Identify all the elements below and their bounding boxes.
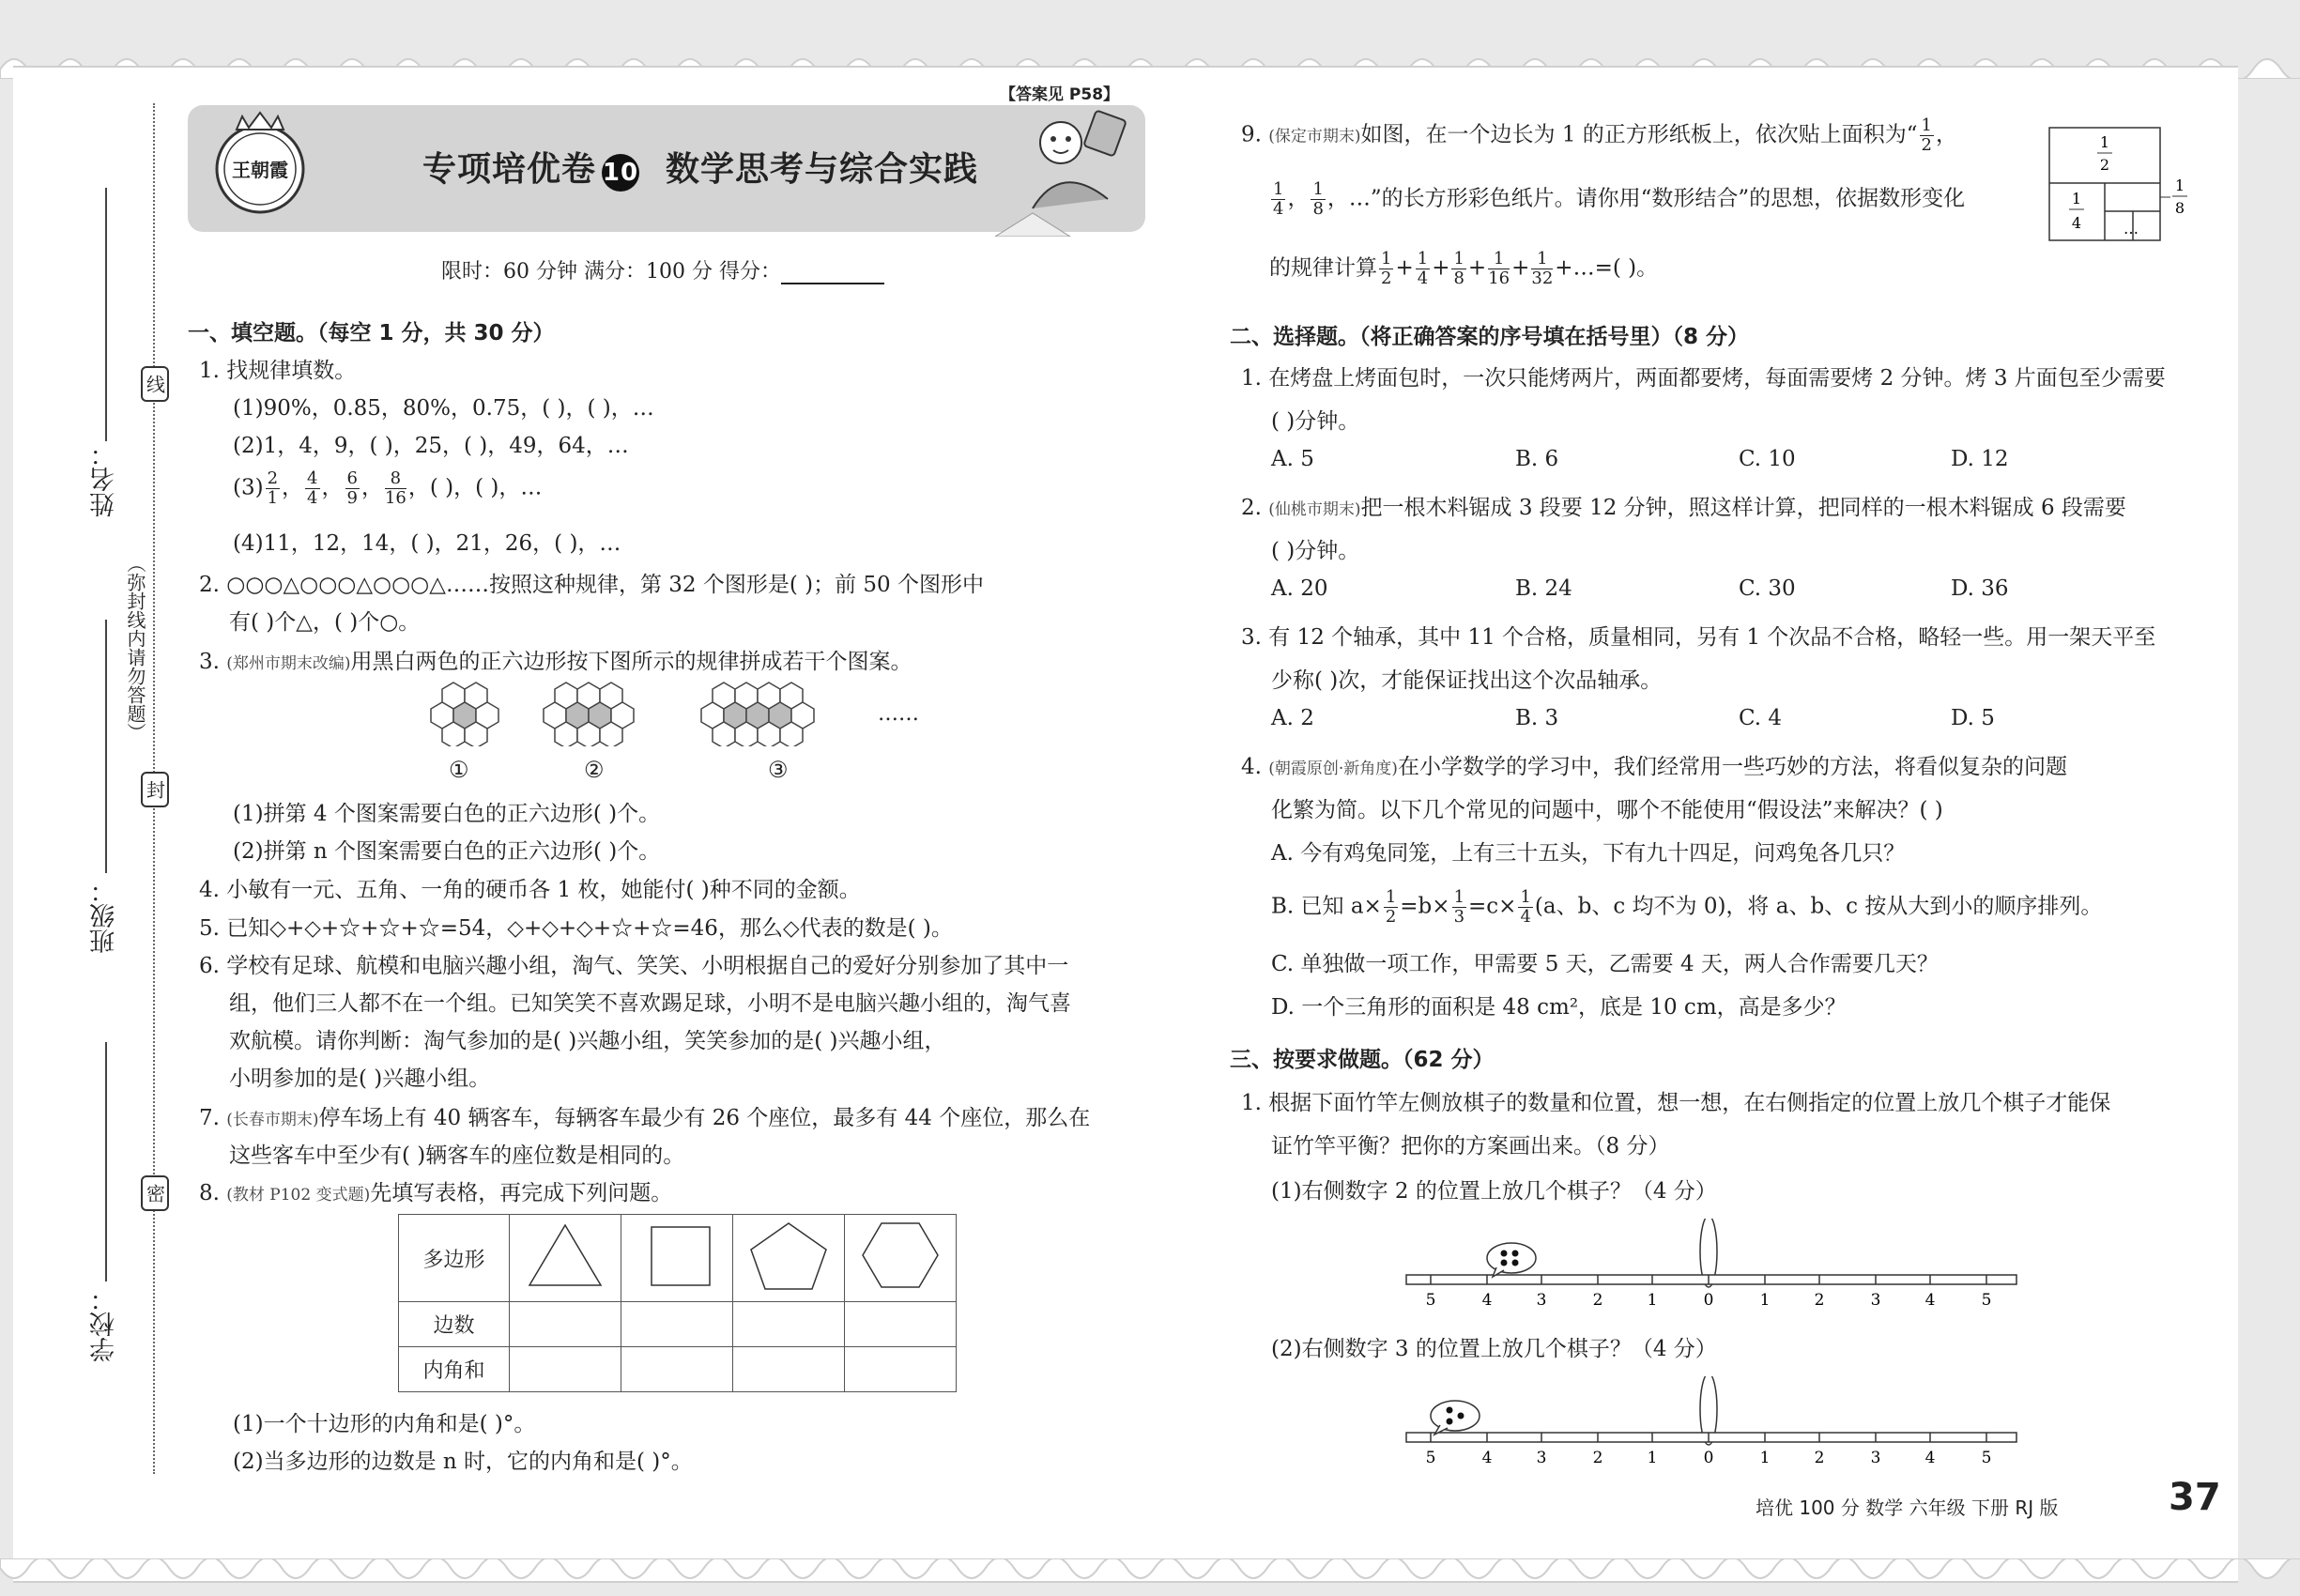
hexagon-cell (845, 1215, 957, 1302)
q1-3-prefix: (3) (233, 475, 264, 500)
table-cell[interactable] (845, 1347, 957, 1392)
p1-text-b: 证竹竿平衡？把你的方案画出来。（8 分） (1271, 1134, 1670, 1159)
svg-text:8: 8 (2174, 199, 2185, 217)
q1-3-line: (3) $\frac{2}{1}$ ， $\frac{4}{4}$ ， $\frac{6}{9}$ ， $\frac{8}{16}$ ，( )，( )，… (233, 468, 543, 508)
polygon-table (398, 1214, 957, 1392)
c3-text-a: 3. 有 12 个轴承，其中 11 个合格，质量相同，另有 1 个次品不合格，略轻一些。用一架天平至 (1241, 625, 2156, 650)
seal-inner-note: （弥封线内请勿答题） (124, 554, 146, 742)
hexagon-pattern-2 (535, 681, 662, 746)
q2-text-b: 有( )个△，( )个○。 (229, 610, 421, 635)
hexagon-pattern-3 (693, 681, 857, 746)
svg-text:4: 4 (1481, 1449, 1493, 1467)
svg-text:2: 2 (1592, 1449, 1603, 1467)
q3-text: 用黑白两色的正六边形按下图所示的规律拼成若干个图案。 (350, 650, 912, 674)
hexagon-pattern-1 (422, 681, 526, 746)
fraction: $\frac{1}{3}$ (1453, 887, 1465, 927)
c1-text-b: ( )分钟。 (1271, 409, 1360, 434)
q9-text-b: ，…”的长方形彩色纸片。请你用“数形结合”的思想，依据数形变化 (1326, 186, 1966, 211)
fraction: $\frac{1}{2}$ (1921, 115, 1932, 155)
table-cell[interactable] (733, 1302, 845, 1347)
q9-text-d: +…=( )。 (1555, 255, 1659, 281)
svg-text:1: 1 (1759, 1291, 1771, 1310)
q3-line: 3. (郑州市期末改编)用黑白两色的正六边形按下图所示的规律拼成若干个图案。 (199, 650, 912, 674)
table-row-header: 边数 (399, 1302, 510, 1347)
q1-2-text: (2)1，4，9，( )，25，( )，49，64，… (233, 434, 629, 458)
q1-3-suffix: ，( )，( )，… (407, 475, 543, 500)
svg-text:2: 2 (1814, 1291, 1825, 1310)
c1-option-c: C. 10 (1739, 447, 1796, 471)
svg-text:3: 3 (1870, 1449, 1881, 1467)
wavy-bottom-border (0, 1558, 2300, 1596)
c4-text-b: 化繁为简。以下几个常见的问题中，哪个不能使用“假设法”来解决？( ) (1271, 798, 1943, 822)
svg-text:0: 0 (1703, 1291, 1714, 1310)
svg-text:2: 2 (2099, 156, 2110, 174)
svg-text:…: … (2124, 220, 2139, 238)
q9-line-b: $\frac{1}{4}$ ， $\frac{1}{8}$ ，…”的长方形彩色纸片。请你用“数形结合”的思想，依据数形变化 (1273, 179, 1966, 219)
school-write-line (105, 1042, 107, 1281)
section2-heading: 二、选择题。（将正确答案的序号填在括号里）（8 分） (1230, 325, 1750, 349)
q8-2-text: (2)当多边形的边数是 n 时，它的内角和是( )°。 (233, 1450, 693, 1474)
c3-option-b: B. 3 (1515, 706, 1559, 730)
q6-text-c: 欢航模。请你判断：淘气参加的是( )兴趣小组，笑笑参加的是( )兴趣小组， (229, 1029, 946, 1053)
name-write-line (105, 188, 107, 441)
q6-text-d: 小明参加的是( )兴趣小组。 (229, 1067, 491, 1091)
balance-beam-2 (1399, 1376, 2028, 1480)
c2-text-b: ( )分钟。 (1271, 539, 1360, 563)
svg-text:5: 5 (1425, 1291, 1436, 1310)
svg-text:1: 1 (2174, 176, 2185, 194)
section1-heading: 一、填空题。（每空 1 分，共 30 分） (188, 321, 555, 345)
c3-option-c: C. 4 (1739, 706, 1783, 730)
svg-text:1: 1 (2099, 133, 2110, 151)
fraction: $\frac{1}{32}$ (1531, 249, 1554, 288)
school-label: 学校： (90, 1286, 119, 1362)
c2-text-a: 把一根木料锯成 3 段要 12 分钟，照这样计算，把同样的一根木料锯成 6 段需要 (1360, 496, 2126, 520)
c3-option-a: A. 2 (1271, 706, 1314, 730)
c4-option-b: B. 已知 a× $\frac{1}{2}$ =b× $\frac{1}{3}$ =c× $\frac{1}{4}$ (a、b、c 均不为 0)，将 a、b、c 按从大到小的顺序排列。 (1271, 887, 2103, 927)
fraction: $\frac{1}{2}$ (1385, 887, 1397, 927)
q9-square-diagram (2048, 127, 2189, 244)
svg-text:1: 1 (2071, 190, 2082, 207)
c2-source: (仙桃市期末) (1268, 500, 1361, 519)
c2-option-a: A. 20 (1271, 576, 1328, 601)
name-label: 姓名： (90, 441, 119, 517)
seal-feng-mark: 封 (141, 772, 169, 807)
q8-line: 8. (教材 P102 变式题)先填写表格，再完成下列问题。 (199, 1181, 673, 1205)
page-number: 37 (2169, 1476, 2221, 1519)
q8-source: (教材 P102 变式题) (226, 1186, 371, 1205)
class-write-line (105, 620, 107, 873)
svg-text:1: 1 (1647, 1291, 1658, 1310)
q6-text-b: 组，他们三人都不在一个组。已知笑笑不喜欢踢足球，小明不是电脑兴趣小组的，淘气喜 (229, 991, 1071, 1016)
q1-text: 1. 找规律填数。 (199, 359, 357, 383)
page-title (422, 143, 978, 192)
table-cell[interactable] (510, 1347, 621, 1392)
figure-label-3: ③ (768, 757, 789, 783)
fraction: $\frac{8}{16}$ (384, 468, 406, 508)
class-label: 班级： (90, 878, 119, 954)
time-score-info: 限时：60 分钟 满分：100 分 得分： (441, 260, 781, 284)
title-part2: 数学思考与综合实践 (666, 150, 979, 189)
c3-text-b: 少称( )次，才能保证找出这个次品轴承。 (1271, 668, 1663, 693)
svg-text:4: 4 (1481, 1291, 1493, 1310)
svg-text:0: 0 (1703, 1449, 1714, 1467)
table-cell[interactable] (621, 1347, 733, 1392)
figure-label-1: ① (449, 757, 469, 783)
fraction: $\frac{1}{4}$ (1417, 249, 1429, 288)
q2-text-a: 2. ○○○△○○○△○○○△……按照这种规律，第 32 个图形是( )；前 50 个图形中 (199, 573, 984, 597)
table-cell[interactable] (733, 1347, 845, 1392)
fraction: $\frac{1}{2}$ (1381, 249, 1392, 288)
q6-text-a: 6. 学校有足球、航模和电脑兴趣小组，淘气、笑笑、小明根据自己的爱好分别参加了其中一 (199, 954, 1069, 978)
pentagon-cell (733, 1215, 845, 1302)
svg-text:4: 4 (1924, 1449, 1936, 1467)
brand-logo-icon (208, 111, 312, 223)
q7-text-b: 这些客车中至少有( )辆客车的座位数是相同的。 (229, 1143, 685, 1168)
chess-piece-bubble-icon (1431, 1401, 1480, 1435)
chess-piece-bubble-icon (1487, 1243, 1536, 1277)
table-row-header: 内角和 (399, 1347, 510, 1392)
svg-text:2: 2 (1592, 1291, 1603, 1310)
fraction: $\frac{1}{16}$ (1488, 249, 1510, 288)
balance-beam-1 (1399, 1219, 2028, 1322)
c1-option-b: B. 6 (1515, 447, 1559, 471)
svg-text:5: 5 (1981, 1291, 1992, 1310)
square-cell (621, 1215, 733, 1302)
pentagon-icon (742, 1218, 836, 1293)
title-number-badge: 10 (602, 154, 639, 192)
c4-option-c: C. 单独做一项工作，甲需要 5 天，乙需要 4 天，两人合作需要几天？ (1271, 952, 1939, 976)
footer-info: 培优 100 分 数学 六年级 下册 RJ 版 (1756, 1496, 2059, 1519)
c4-option-d: D. 一个三角形的面积是 48 cm²，底是 10 cm，高是多少？ (1271, 995, 1847, 1020)
answer-reference-tag: 【答案见 P58】 (1000, 85, 1120, 104)
title-part1: 专项培优卷 (422, 150, 597, 189)
triangle-cell (510, 1215, 621, 1302)
c3-option-d: D. 5 (1951, 706, 1995, 730)
svg-text:1: 1 (1647, 1449, 1658, 1467)
svg-text:5: 5 (1425, 1449, 1436, 1467)
q4-text: 4. 小敏有一元、五角、一角的硬币各 1 枚，她能付( )种不同的金额。 (199, 878, 861, 902)
q3-2-text: (2)拼第 n 个图案需要白色的正六边形( )个。 (233, 839, 661, 864)
figure-label-2: ② (584, 757, 605, 783)
c4-text-a: 在小学数学的学习中，我们经常用一些巧妙的方法，将看似复杂的问题 (1397, 755, 2067, 779)
q1-1-text: (1)90%，0.85，80%，0.75，( )，( )，… (233, 396, 654, 421)
fraction: $\frac{4}{4}$ (307, 468, 318, 508)
table-cell[interactable] (621, 1302, 733, 1347)
p1-2-text: (2)右侧数字 3 的位置上放几个棋子？（4 分） (1271, 1337, 1717, 1361)
c1-text-a: 1. 在烤盘上烤面包时，一次只能烤两片，两面都要烤，每面需要烤 2 分钟。烤 3 片面包至少需要 (1241, 366, 2166, 391)
p1-text-a: 1. 根据下面竹竿左侧放棋子的数量和位置，想一想，在右侧指定的位置上放几个棋子才能保 (1241, 1091, 2111, 1115)
q9-source: (保定市期末) (1268, 127, 1361, 146)
q7-line: 7. (长春市期末)停车场上有 40 辆客车，每辆客车最少有 26 个座位，最多有 44 个座位，那么在 (199, 1106, 1091, 1130)
fraction: $\frac{6}{9}$ (346, 468, 358, 508)
logo-text: 王朝霞 (232, 159, 288, 181)
c2-option-c: C. 30 (1739, 576, 1796, 601)
pattern-continuation-dots: …… (878, 702, 919, 726)
fraction: $\frac{1}{4}$ (1520, 887, 1531, 927)
q3-1-text: (1)拼第 4 个图案需要白色的正六边形( )个。 (233, 802, 661, 826)
svg-text:4: 4 (1924, 1291, 1936, 1310)
seal-line-mark: 线 (141, 366, 169, 402)
q3-source: (郑州市期末改编) (226, 654, 351, 673)
q5-text: 5. 已知◇+◇+☆+☆+☆=54，◇+◇+◇+☆+☆=46，那么◇代表的数是( )。 (199, 916, 953, 941)
c4-line: 4. (朝霞原创·新角度)在小学数学的学习中，我们经常用一些巧妙的方法，将看似复杂的问题 (1241, 755, 2067, 779)
score-blank[interactable] (781, 264, 884, 284)
c1-option-a: A. 5 (1271, 447, 1314, 471)
svg-text:3: 3 (1870, 1291, 1881, 1310)
fraction: $\frac{2}{1}$ (267, 468, 279, 508)
q9-text-c: 的规律计算 (1269, 255, 1377, 281)
q9-line-a: 9. (保定市期末)如图，在一个边长为 1 的正方形纸板上，依次贴上面积为“ $\frac{1}{2}$ ， (1241, 115, 1957, 155)
svg-text:5: 5 (1981, 1449, 1992, 1467)
q7-source: (长春市期末) (226, 1111, 319, 1129)
table-cell[interactable] (845, 1302, 957, 1347)
q1-4-text: (4)11，12，14，( )，21，26，( )，… (233, 531, 621, 556)
q9-line-c: 的规律计算 $\frac{1}{2}$ + $\frac{1}{4}$ + $\frac{1}{8}$ + $\frac{1}{16}$ + $\frac{1}{32}$ +…=( )。 (1269, 249, 1659, 288)
seal-mi-mark: 密 (141, 1175, 169, 1211)
c4-option-a: A. 今有鸡兔同笼，上有三十五头，下有九十四足，问鸡兔各几只？ (1271, 841, 1906, 866)
fraction: $\frac{1}{4}$ (1273, 179, 1284, 219)
test-meta-line (441, 255, 884, 284)
p1-1-text: (1)右侧数字 2 的位置上放几个棋子？（4 分） (1271, 1179, 1717, 1204)
hexagon-icon (853, 1218, 947, 1293)
section3-heading: 三、按要求做题。（62 分） (1230, 1048, 1495, 1072)
svg-text:2: 2 (1814, 1449, 1825, 1467)
c2-option-b: B. 24 (1515, 576, 1572, 601)
svg-text:3: 3 (1536, 1291, 1547, 1310)
q9-text-a: 如图，在一个边长为 1 的正方形纸板上，依次贴上面积为“ (1360, 122, 1918, 147)
svg-text:3: 3 (1536, 1449, 1547, 1467)
triangle-icon (523, 1218, 607, 1293)
q7-text-a: 停车场上有 40 辆客车，每辆客车最少有 26 个座位，最多有 44 个座位，那么在 (318, 1106, 1091, 1130)
c2-line: 2. (仙桃市期末)把一根木料锯成 3 段要 12 分钟，照这样计算，把同样的一根木料锯成 6 段需要 (1241, 496, 2126, 520)
q8-text: 先填写表格，再完成下列问题。 (370, 1181, 673, 1205)
c1-option-d: D. 12 (1951, 447, 2009, 471)
svg-text:4: 4 (2071, 214, 2082, 232)
svg-text:1: 1 (1759, 1449, 1771, 1467)
fraction: $\frac{1}{8}$ (1453, 249, 1464, 288)
q8-1-text: (1)一个十边形的内角和是( )°。 (233, 1412, 536, 1436)
c4-source: (朝霞原创·新角度) (1268, 760, 1398, 778)
square-icon (635, 1218, 719, 1293)
mascot-illustration-icon (995, 96, 1155, 237)
table-cell[interactable] (510, 1302, 621, 1347)
table-row-header: 多边形 (399, 1215, 510, 1302)
c2-option-d: D. 36 (1951, 576, 2009, 601)
fraction: $\frac{1}{8}$ (1312, 179, 1324, 219)
